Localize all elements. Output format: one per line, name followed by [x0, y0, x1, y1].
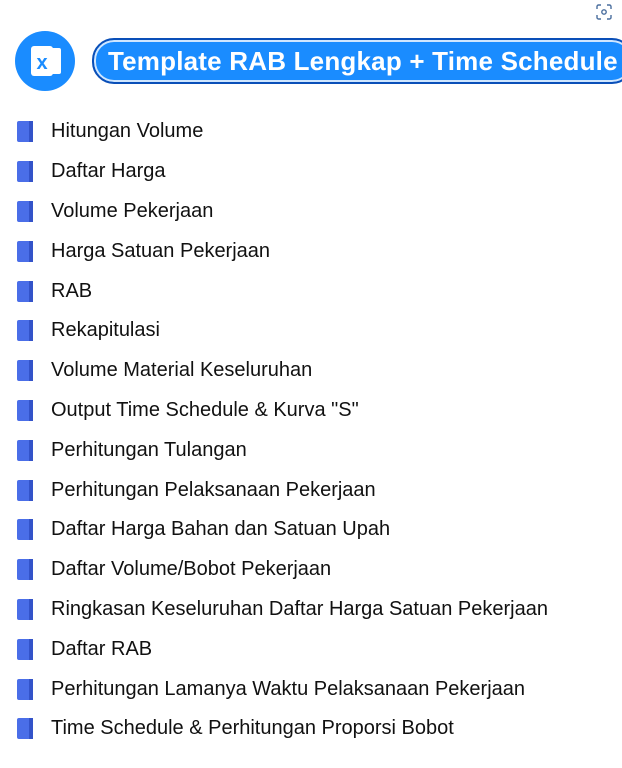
- list-item: [17, 669, 548, 709]
- document-icon: [17, 639, 33, 660]
- document-icon: [17, 320, 33, 341]
- list-item: [17, 391, 548, 431]
- document-icon: [17, 400, 33, 421]
- document-icon: [17, 679, 33, 700]
- list-item-label: Hitungan Volume: [51, 120, 204, 143]
- document-icon: [17, 161, 33, 182]
- list-item: [17, 271, 548, 311]
- document-icon: [17, 440, 33, 461]
- screenshot-icon[interactable]: [596, 4, 612, 20]
- list-item: [17, 231, 548, 271]
- list-item: [17, 152, 548, 192]
- list-item-label: Output Time Schedule & Kurva "S": [51, 398, 359, 421]
- document-icon: [17, 519, 33, 540]
- list-item-label: Daftar Harga: [51, 160, 166, 183]
- document-icon: [17, 559, 33, 580]
- list-item-label: Perhitungan Pelaksanaan Pekerjaan: [51, 478, 376, 501]
- document-icon: [17, 281, 33, 302]
- list-item-label: Ringkasan Keseluruhan Daftar Harga Satuan Pekerjaan: [51, 597, 548, 620]
- document-icon: [17, 360, 33, 381]
- list-item: [17, 709, 548, 749]
- header: [14, 30, 622, 92]
- document-icon: [17, 718, 33, 739]
- list-item-label: Daftar Harga Bahan dan Satuan Upah: [51, 518, 391, 541]
- list-item-label: Time Schedule & Perhitungan Proporsi Bobot: [51, 717, 454, 740]
- list-item: [17, 590, 548, 630]
- excel-icon: [14, 30, 76, 92]
- list-item: [17, 629, 548, 669]
- list-item-label: Perhitungan Tulangan: [51, 438, 247, 461]
- document-icon: [17, 241, 33, 262]
- document-icon: [17, 201, 33, 222]
- list-item: [17, 192, 548, 232]
- document-icon: [17, 599, 33, 620]
- list-item: [17, 550, 548, 590]
- list-item-label: Volume Material Keseluruhan: [51, 359, 313, 382]
- list-item: [17, 311, 548, 351]
- list-item-label: Perhitungan Lamanya Waktu Pelaksanaan Pekerjaan: [51, 677, 526, 700]
- document-icon: [17, 121, 33, 142]
- list-item: [17, 430, 548, 470]
- list-item: [17, 351, 548, 391]
- list-item-label: Harga Satuan Pekerjaan: [51, 239, 271, 262]
- feature-list: [17, 112, 548, 749]
- page-title: Template RAB Lengkap + Time Schedule: [92, 38, 622, 84]
- list-item: [17, 510, 548, 550]
- list-item-label: Rekapitulasi: [51, 319, 160, 342]
- list-item: [17, 470, 548, 510]
- list-item-label: Volume Pekerjaan: [51, 199, 214, 222]
- list-item-label: Daftar Volume/Bobot Pekerjaan: [51, 558, 332, 581]
- logo-letter: x: [36, 52, 48, 74]
- list-item-label: RAB: [51, 279, 93, 302]
- document-icon: [17, 480, 33, 501]
- list-item-label: Daftar RAB: [51, 637, 153, 660]
- list-item: [17, 112, 548, 152]
